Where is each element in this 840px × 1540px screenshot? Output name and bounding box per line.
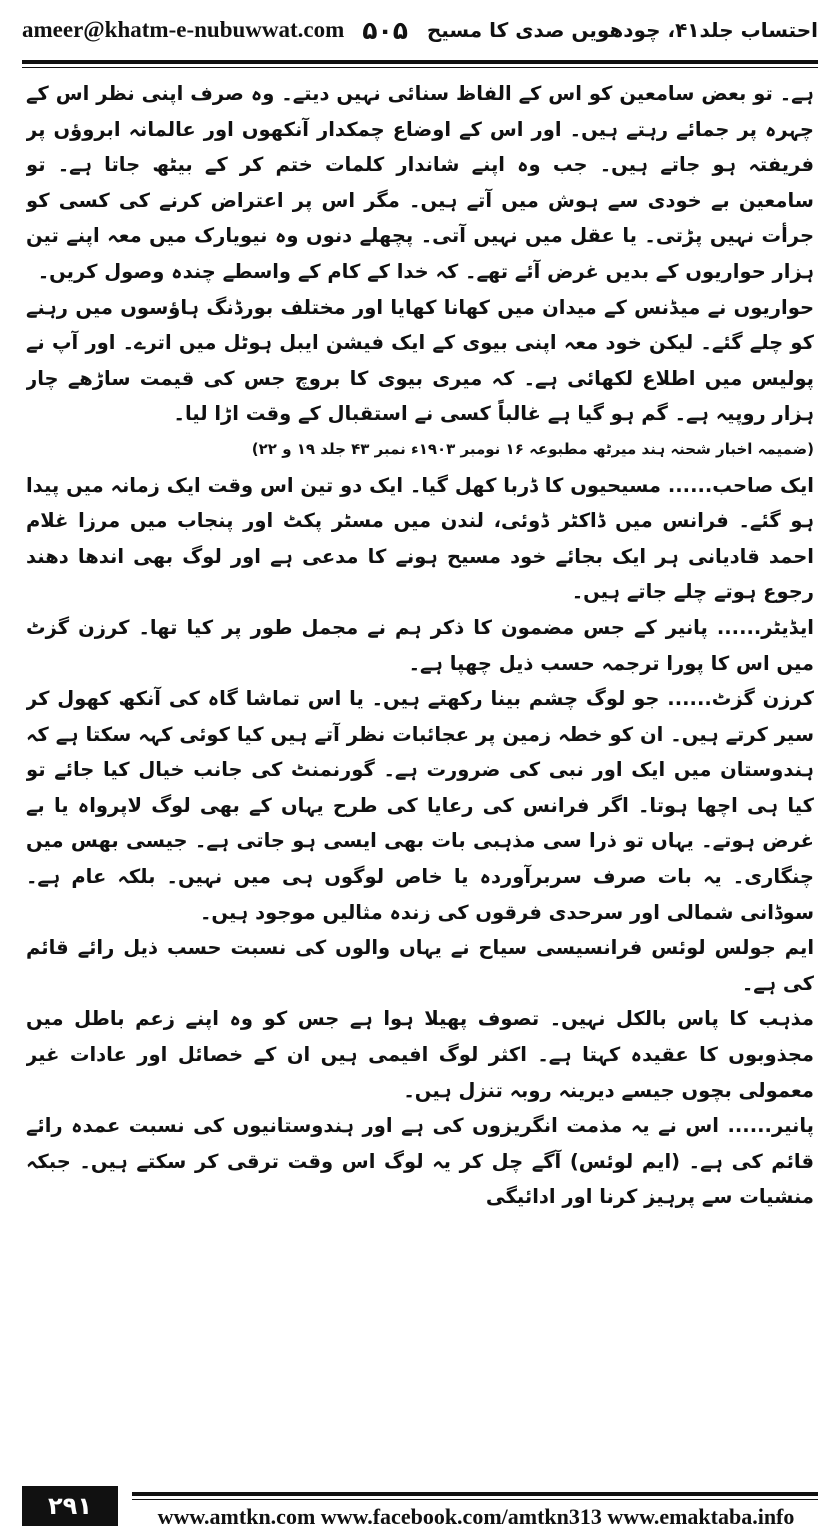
- header-book-title: احتساب جلد۴۱، چودھویں صدی کا مسیح: [426, 18, 818, 42]
- header-page-number: ۵۰۵: [362, 15, 409, 45]
- paragraph: کرزن گزٹ...... جو لوگ چشم بینا رکھتے ہیں۔ یا اس تماشا گاہ کی آنکھ کھول کر سیر کرتے ہیں۔ ان کو خطہ زمین پر عجائبات نظر آتے ہیں کیا کوئی کہہ سکتا ہے کہ ہندوستان میں ایک اور نبی کی ضرورت ہے۔ گورنمنٹ کی جانب خیال کیا جائے تو کیا ہی اچھا ہوتا۔ اگر فرانس کی رعایا کی طرح یہاں کے بھی لوگ لاپرواہ یا بے غرض ہوتے۔ یہاں تو ذرا سی مذہبی بات بھی ایسی ہو جاتی ہے۔ جیسی بھس میں چنگاری۔ یہ بات صرف سربرآوردہ یا خاص لوگوں ہی میں نہیں۔ بلکہ عام ہے۔ سوڈانی شمالی اور سرحدی فرقوں کی زندہ مثالیں موجود ہیں۔: [26, 687, 814, 924]
- paragraph: ایک صاحب...... مسیحیوں کا ڈربا کھل گیا۔ ایک دو تین اس وقت ایک زمانہ میں پیدا ہو گئے۔ فرانس میں ڈاکٹر ڈوئی، لندن میں مسٹر پکٹ اور پنجاب میں مرزا غلام احمد قادیانی ہر ایک بجائے خود مسیح ہونے کا مدعی ہے اور لوگ بھی اندھا دھند رجوع ہوتے چلے جاتے ہیں۔: [26, 473, 814, 604]
- header-rule-thick: [22, 60, 818, 64]
- paragraph: پانیر...... اس نے یہ مذمت انگریزوں کی ہے اور ہندوستانیوں کی نسبت عمدہ رائے قائم کی ہے۔ (ایم لوئس) آگے چل کر یہ لوگ اس وقت ترقی کر سکتے ہیں۔ جبکہ منشیات سے پرہیز کرنا اور ادائیگی: [26, 1114, 814, 1209]
- page-body: [26, 76, 814, 1466]
- paragraph: حواریوں نے میڈنس کے میدان میں کھانا کھایا اور مختلف بورڈنگ ہاؤسوں میں رہنے کو چلے گئے۔ لیکن خود معہ اپنی بیوی کے ایک فیشن ایبل ہوٹل میں اترے۔ اور آپ نے پولیس میں اطلاع لکھائی ہے۔ کہ میری بیوی کا بروچ جس کی قیمت ساڑھے چار ہزار روپیہ ہے۔ گم ہو گیا ہے غالباً کسی نے استقبال کے وقت اڑا لیا۔: [26, 295, 814, 426]
- header-rule-thin: [22, 67, 818, 68]
- footer-rule-thick: [132, 1492, 818, 1496]
- header-email[interactable]: ameer@khatm-e-nubuwwat.com: [22, 17, 345, 42]
- paragraph: ہے۔ تو بعض سامعین کو اس کے الفاظ سنائی نہیں دیتے۔ وہ صرف اپنی نظر اس کے چہرہ پر جمائے رہتے ہیں۔ اور اس کے اوضاع چمکدار آنکھوں اور عالمانہ ابروؤں پر فریفتہ ہو جاتے ہیں۔ جب وہ اپنے شاندار کلمات ختم کر کے بیٹھ جاتا ہے۔ تو سامعین بے خودی سے ہوش میں آتے ہیں۔ مگر اس پر اعتراض کرنے کی کسی کو جرأت نہیں پڑتی۔ یا عقل میں نہیں آتی۔ پچھلے دنوں وہ نیویارک میں معہ اپنے تین ہزار حواریوں کے بدیں غرض آئے تھے۔ کہ خدا کے کام کے واسطے چندہ وصول کریں۔: [26, 82, 814, 283]
- page-footer: [22, 1478, 818, 1530]
- paragraph: ایڈیٹر...... پانیر کے جس مضمون کا ذکر ہم نے مجمل طور پر کیا تھا۔ کرزن گزٹ میں اس کا پورا ترجمہ حسب ذیل چھپا ہے۔: [26, 615, 814, 675]
- header-left: [22, 16, 408, 45]
- footer-links[interactable]: www.amtkn.com www.facebook.com/amtkn313 www.emaktaba.info: [157, 1504, 795, 1529]
- footer-page-number: ۲۹۱: [22, 1486, 118, 1526]
- footer-rule-thin: [132, 1499, 818, 1500]
- page-header: [22, 6, 818, 54]
- paragraph: ایم جولس لوئس فرانسیسی سیاح نے یہاں والوں کی نسبت حسب ذیل رائے قائم کی ہے۔: [26, 936, 814, 995]
- citation-reference: (ضمیمہ اخبار شحنہ ہند میرٹھ مطبوعہ ۱۶ نومبر ۱۹۰۳ء نمبر ۴۳ جلد ۱۹ و ۲۲): [251, 439, 814, 458]
- paragraph: مذہب کا پاس بالکل نہیں۔ تصوف پھیلا ہوا ہے جس کو وہ اپنے زعم باطل میں مجذوبوں کا عقیدہ کہتا ہے۔ اکثر لوگ افیمی ہیں ان کے خصائل اور عادات غیر معمولی بچوں جیسے دیرینہ روبہ تنزل ہیں۔: [26, 1007, 814, 1102]
